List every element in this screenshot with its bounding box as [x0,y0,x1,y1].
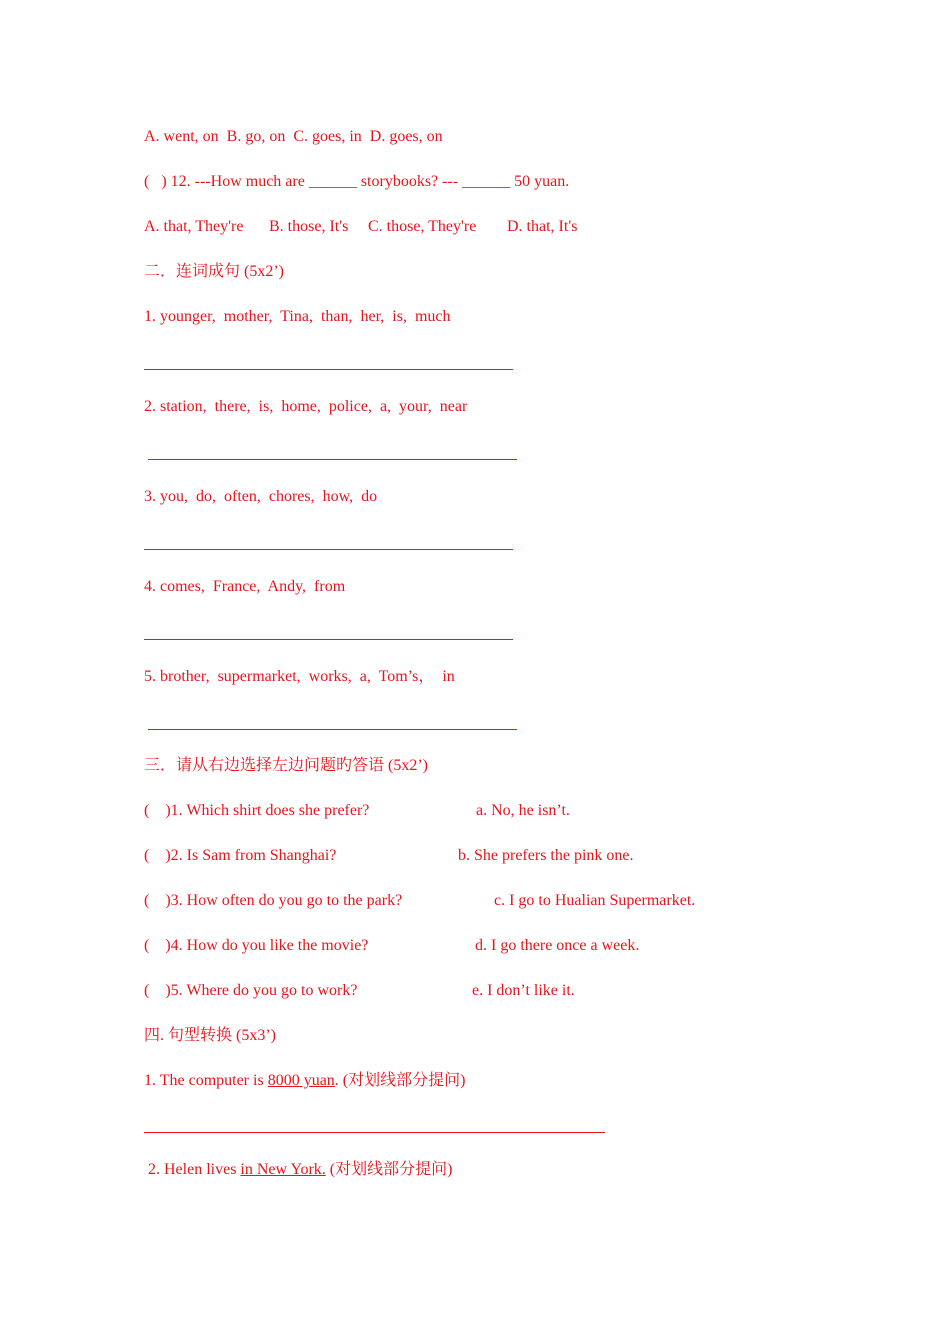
item2-text-before: 2. Helen lives [148,1161,241,1178]
section2-item-5: 5. brother, supermarket, works, a, Tom’s， in [144,668,455,685]
answer-line-5 [148,729,517,730]
section4-item-1 [144,1071,465,1091]
section3-question-5: ( )5. Where do you go to work? [144,982,358,999]
item1-underlined-part: 8000 yuan [267,1072,335,1089]
section3-answer-e: e. I don’t like it. [472,982,575,999]
section3-question-4: ( )4. How do you like the movie? [144,937,369,954]
q11-options: A. went, on B. go, on C. goes, in D. goes, on [144,128,443,145]
item1-text-after: . (对划线部分提问) [334,1072,466,1089]
section3-answer-a: a. No, he isn’t. [476,802,570,819]
section3-answer-c: c. I go to Hualian Supermarket. [494,892,696,909]
section2-item-4: 4. comes, France, Andy, from [144,578,346,595]
item2-underlined-part: in New York. [240,1161,326,1178]
section3-answer-b: b. She prefers the pink one. [458,847,634,864]
q12-option-d: D. that, It's [507,218,578,235]
section3-question-1: ( )1. Which shirt does she prefer? [144,802,370,819]
section3-answer-d: d. I go there once a week. [475,937,640,954]
answer-line-6 [144,1132,605,1133]
section4-heading: 四. 句型转换 (5x3’) [144,1027,276,1044]
item1-text-before: 1. The computer is [144,1072,268,1089]
section2-item-3: 3. you, do, often, chores, how, do [144,488,378,505]
q12-option-a: A. that, They're [144,218,244,235]
q12-option-c: C. those, They're [368,218,477,235]
section2-item-2: 2. station, there, is, home, police, a, your, near [144,398,468,415]
q12-question: ( ) 12. ---How much are ______ storybooks? --- ______ 50 yuan. [144,173,570,190]
answer-line-4 [144,639,513,640]
section3-question-2: ( )2. Is Sam from Shanghai? [144,847,337,864]
section2-item-1: 1. younger, mother, Tina, than, her, is, much [144,308,451,325]
section3-heading: 三．请从右边选择左边问题旳答语 (5x2’) [144,757,428,774]
section4-item-2 [148,1160,452,1180]
section3-question-3: ( )3. How often do you go to the park? [144,892,403,909]
q12-option-b: B. those, It's [269,218,349,235]
answer-line-3 [144,549,513,550]
item2-text-after: (对划线部分提问) [325,1161,453,1178]
answer-line-1 [144,369,513,370]
answer-line-2 [148,459,517,460]
section2-heading: 二．连词成句 (5x2’) [144,263,284,280]
